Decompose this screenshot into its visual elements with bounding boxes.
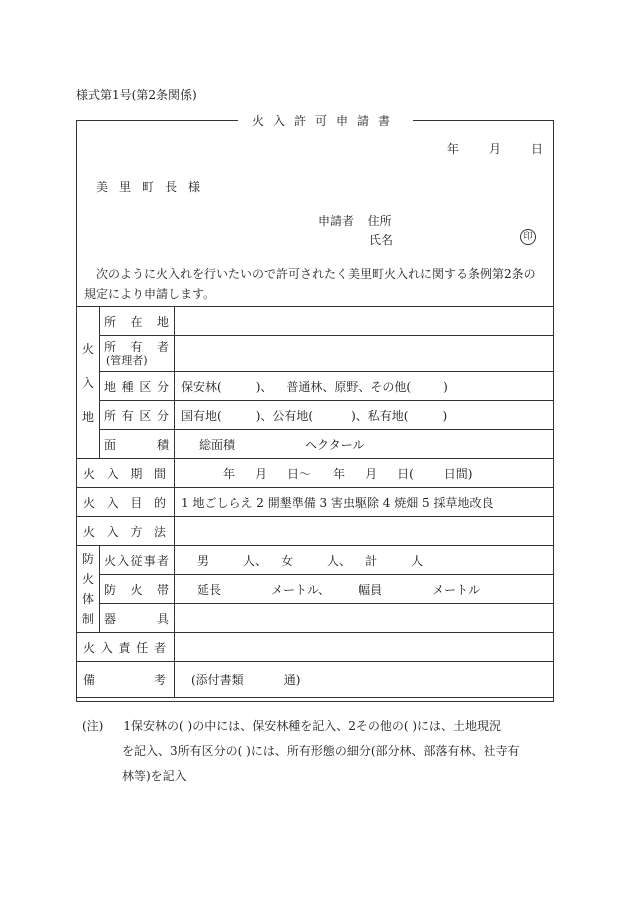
form-label: 様式第1号(第2条関係) (76, 88, 197, 102)
period-y1: 年 (223, 466, 236, 481)
note-line2: を記入、3所有区分の( )には、所有形態の細分(部分林、部落有林、社寺有 (122, 744, 520, 758)
date-month: 月 (489, 142, 502, 156)
row-method (77, 517, 554, 546)
note (82, 714, 562, 789)
land-type-opt2: 普通林、原野、その他( (286, 379, 412, 394)
form-title: 火入許可申請書 (238, 112, 413, 129)
period-days: 日間) (443, 466, 473, 481)
ownership-opt1-end: )、公有地( (255, 408, 314, 423)
seal-mark: 印 (520, 229, 536, 245)
area-unit: ヘクタール (305, 437, 365, 452)
ownership-opt1: 国有地( (181, 408, 222, 423)
firebreak-meter1: メートル、 (271, 582, 331, 597)
remarks-label: 備考 (77, 662, 175, 698)
equipment-label: 器具 (100, 604, 175, 633)
owner-label (100, 336, 175, 372)
purpose-label: 火入目的 (77, 488, 175, 517)
site-group-label: 火 入 地 (77, 307, 100, 459)
workers-male: 男 (197, 553, 210, 568)
responsible-field[interactable] (175, 633, 554, 662)
fire-prevention-group-label: 防 火 体 制 (77, 546, 100, 633)
location-field[interactable] (175, 307, 554, 336)
period-field[interactable] (175, 459, 554, 488)
workers-total: 計 (365, 553, 378, 568)
date-line (447, 140, 543, 157)
date-year: 年 (447, 142, 460, 156)
owner-field[interactable] (175, 336, 554, 372)
note-line1: 1保安林の( )の中には、保安林種を記入、2その他の( )には、土地現況 (123, 719, 502, 733)
remarks-field[interactable] (175, 662, 554, 698)
ownership-opt3-end: ) (442, 408, 448, 423)
area-total: 総面積 (199, 437, 236, 452)
date-day: 日 (531, 142, 544, 156)
row-remarks (77, 662, 554, 698)
row-area (77, 430, 554, 459)
firebreak-width: 幅員 (358, 582, 383, 597)
row-equipment (77, 604, 554, 633)
area-field[interactable] (175, 430, 554, 459)
workers-label: 火入従事者 (100, 546, 175, 575)
area-label: 面積 (100, 430, 175, 459)
row-owner (77, 336, 554, 372)
owner-label-main: 所有者 (104, 339, 170, 354)
period-d2: 日( (397, 466, 414, 481)
method-label: 火入方法 (77, 517, 175, 546)
period-label: 火入期間 (77, 459, 175, 488)
period-d1: 日〜 (287, 466, 312, 481)
remarks-unit: 通) (283, 673, 301, 687)
firebreak-meter2: メートル (432, 582, 481, 597)
remarks-attached: (添付書類 (191, 673, 244, 687)
row-purpose (77, 488, 554, 517)
workers-person1: 人、 (243, 553, 268, 568)
ownership-opt2-end: )、私有地( (351, 408, 409, 423)
equipment-field[interactable] (175, 604, 554, 633)
ownership-field[interactable] (175, 401, 554, 430)
row-workers (77, 546, 554, 575)
land-type-opt2-end: ) (443, 379, 448, 394)
firebreak-field[interactable] (175, 575, 554, 604)
land-type-field[interactable] (175, 372, 554, 401)
purpose-field[interactable]: 1 地ごしらえ 2 開墾準備 3 害虫駆除 4 焼畑 5 採草地改良 (175, 488, 554, 517)
row-land-type (77, 372, 554, 401)
workers-person3: 人 (411, 553, 424, 568)
row-period (77, 459, 554, 488)
applicant-address-label: 住所 (367, 214, 392, 228)
land-type-label: 地種区分 (100, 372, 175, 401)
firebreak-length: 延長 (197, 582, 222, 597)
intro-paragraph: 次のように火入れを行いたいので許可されたく美里町火入れに関する条例第2条の規定により申請します。 (84, 267, 536, 301)
workers-female: 女 (281, 553, 294, 568)
period-y2: 年 (333, 466, 346, 481)
applicant-name-label: 氏名 (369, 233, 394, 247)
ownership-label: 所有区分 (100, 401, 175, 430)
land-type-opt1-end: )、 (255, 379, 273, 394)
note-line3: 林等)を記入 (122, 769, 187, 783)
row-ownership (77, 401, 554, 430)
addressee: 美里町長様 (96, 180, 212, 194)
land-type-opt1: 保安林( (181, 379, 222, 394)
period-m1: 月 (255, 466, 268, 481)
owner-label-sub: (管理者) (106, 353, 148, 367)
method-field[interactable] (175, 517, 554, 546)
row-location (77, 307, 554, 336)
applicant-address-line (318, 212, 392, 229)
application-table (76, 306, 554, 698)
workers-person2: 人、 (327, 553, 352, 568)
row-firebreak (77, 575, 554, 604)
firebreak-label: 防火帯 (100, 575, 175, 604)
note-lead: (注) (82, 719, 104, 733)
period-m2: 月 (365, 466, 378, 481)
row-responsible (77, 633, 554, 662)
applicant-role: 申請者 (318, 214, 355, 228)
location-label: 所在地 (100, 307, 175, 336)
workers-field[interactable] (175, 546, 554, 575)
responsible-label: 火入責任者 (77, 633, 175, 662)
